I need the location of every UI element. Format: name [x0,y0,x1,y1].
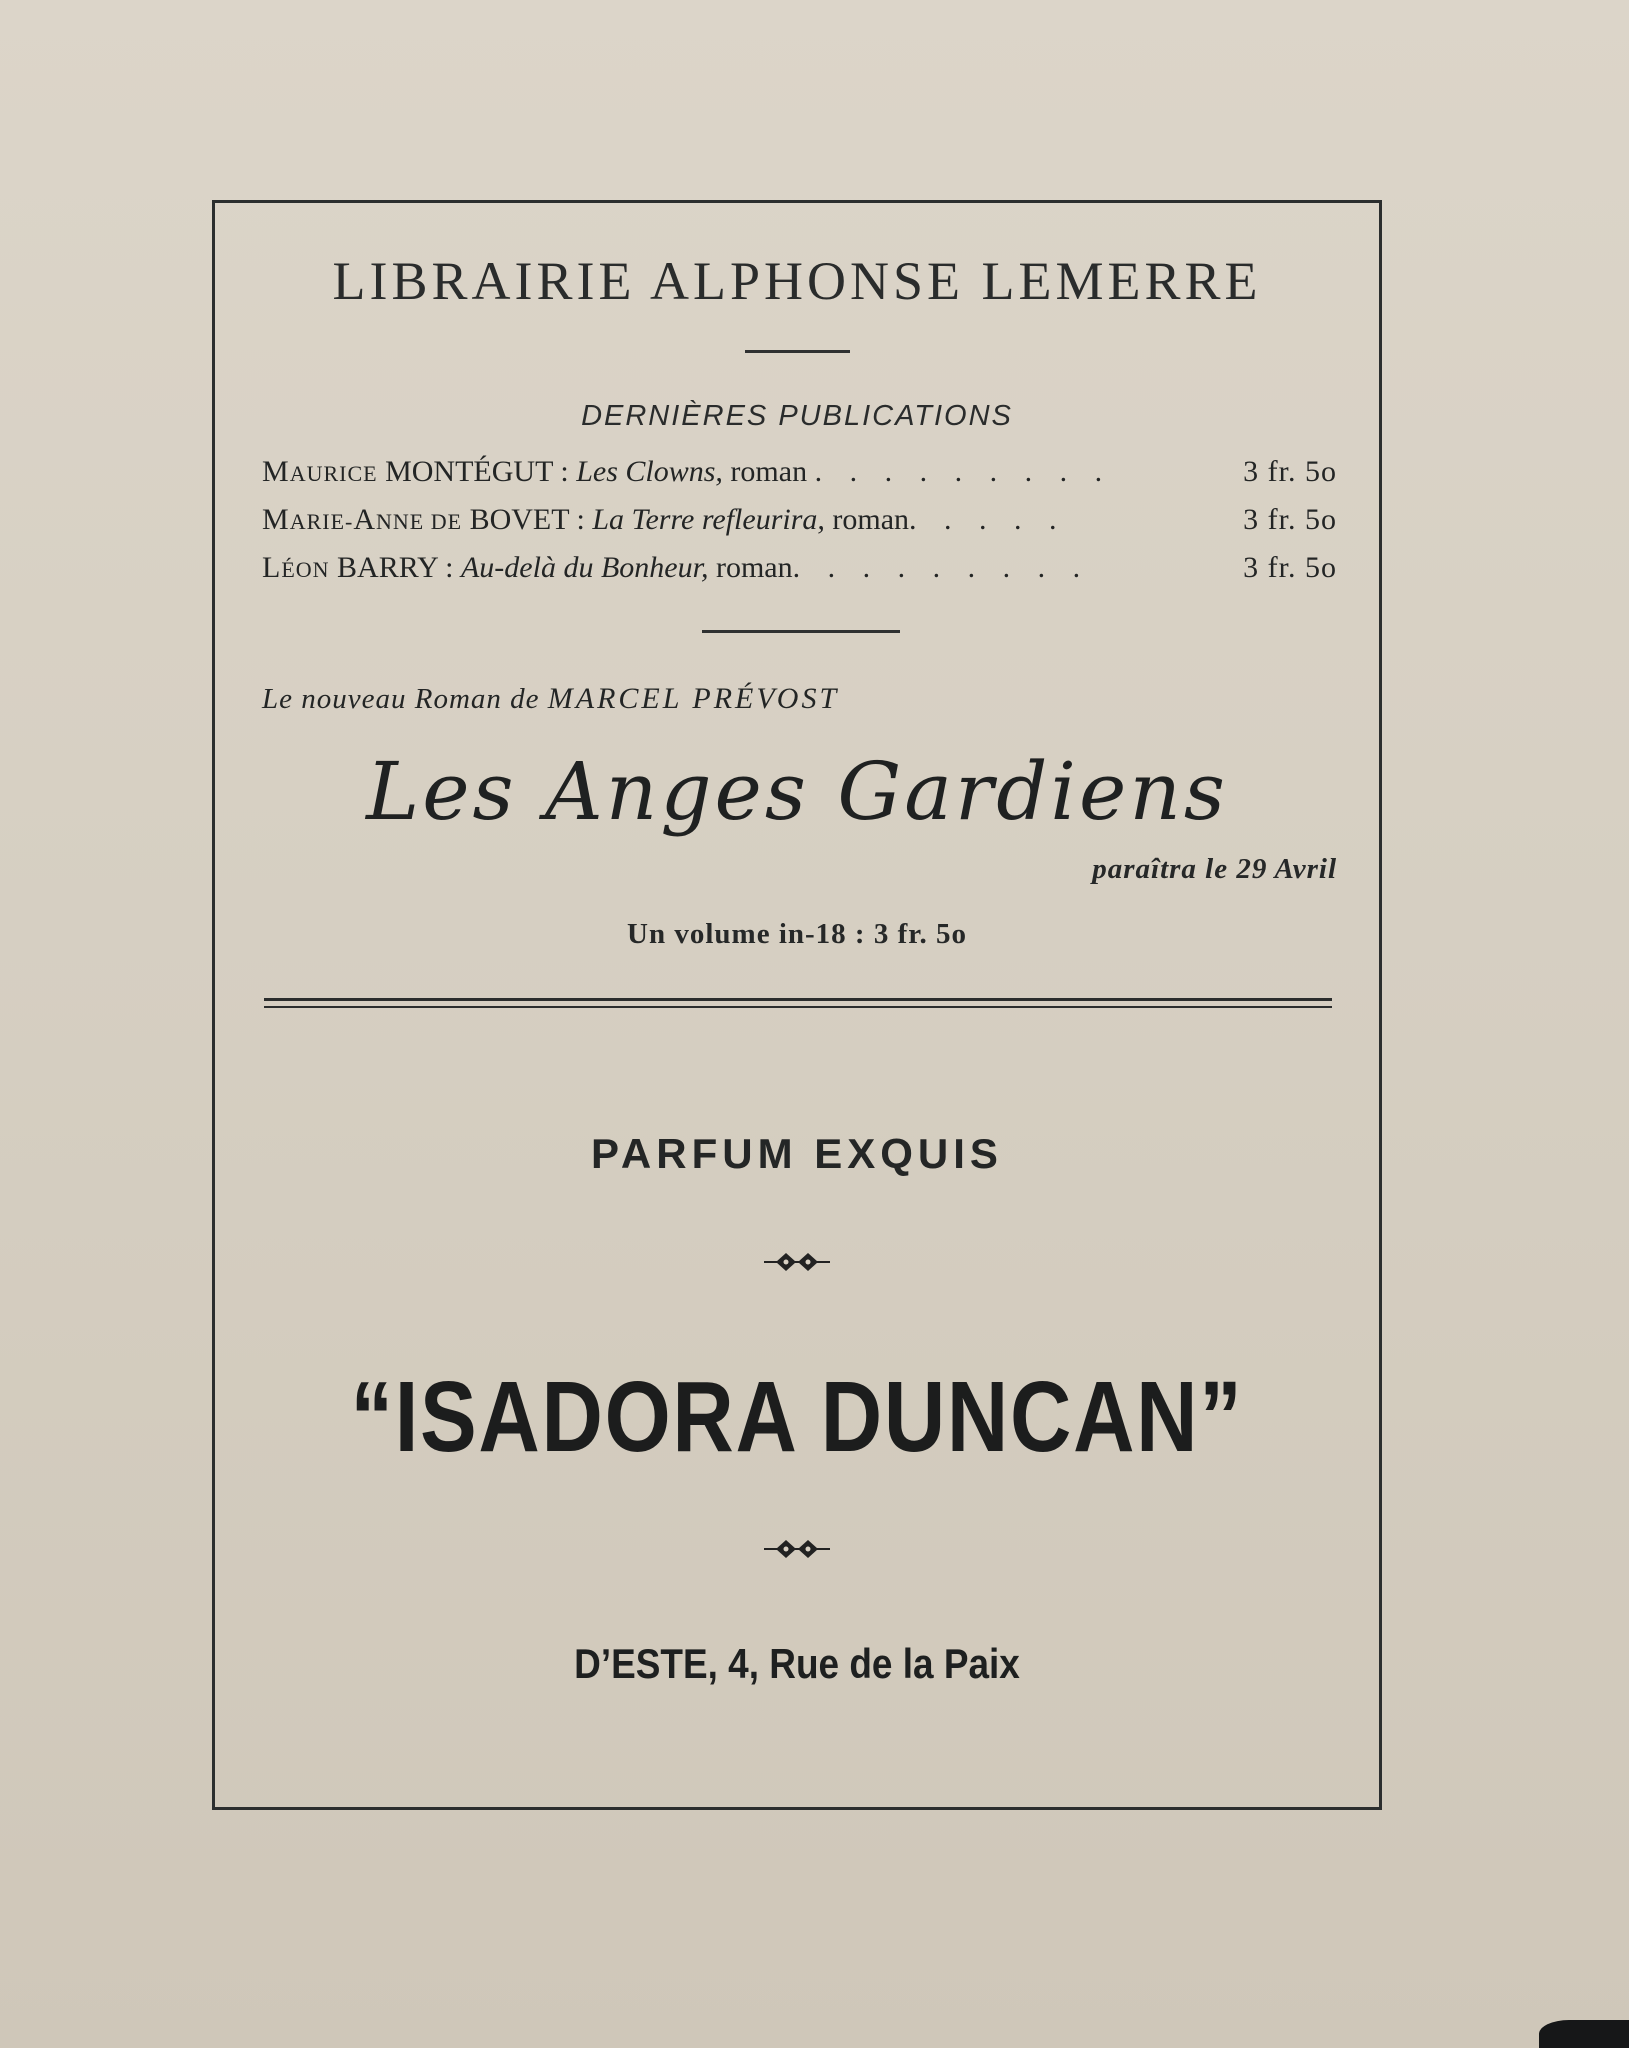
announcement-intro: Le nouveau Roman de MARCEL PRÉVOST [262,682,840,715]
leader-dots: . . . . . . . . . [792,551,1091,584]
publication-row [262,551,1337,595]
book-price: 3 fr. 5o [1243,503,1337,536]
author-surname: MONTÉGUT [385,455,553,488]
publication-row [262,455,1337,499]
double-divider [264,998,1332,1008]
perfume-brand: “ISADORA DUNCAN” [350,1361,1244,1473]
fleuron-icon [762,1248,832,1276]
publication-entry: MARIE-ANNE DE BOVET : La Terre refleurira, roman. . . . . [262,503,1067,536]
volume-price: Un volume in-18 : 3 fr. 5o [627,918,967,950]
featured-book-title: Les Anges Gardiens [366,745,1228,838]
book-price: 3 fr. 5o [1243,455,1337,488]
perfume-address: D’ESTE, 4, Rue de la Paix [574,1640,1020,1687]
fleuron-icon [762,1535,832,1563]
book-genre: roman [715,551,793,584]
book-title: La Terre refleurira, [592,503,825,536]
announcement-author: MARCEL PRÉVOST [547,682,840,715]
publication-row [262,503,1337,547]
book-title: Les Clowns, [576,455,723,488]
section-heading: DERNIÈRES PUBLICATIONS [581,400,1013,432]
short-divider-top [745,350,850,353]
page-corner-shadow [1539,2020,1629,2048]
perfume-heading: PARFUM EXQUIS [591,1130,1003,1177]
book-price: 3 fr. 5o [1243,551,1337,584]
leader-dots: . . . . . [909,503,1067,536]
book-genre: roman [832,503,910,536]
ornament-bottom [212,1535,1382,1568]
release-date: paraîtra le 29 Avril [1092,853,1337,885]
publication-entry: LÉON BARRY : Au-delà du Bonheur, roman. . . . . . . . . [262,551,1091,584]
ornament-top [212,1248,1382,1281]
author-surname: BOVET [469,503,570,536]
book-genre: roman [730,455,808,488]
publication-entry: MAURICE MONTÉGUT : Les Clowns, roman . . . . . . . . . [262,455,1113,488]
book-title: Au-delà du Bonheur, [460,551,709,584]
publisher-name: LIBRAIRIE ALPHONSE LEMERRE [332,251,1262,311]
short-divider-middle [702,630,900,633]
leader-dots: . . . . . . . . . [814,455,1113,488]
author-surname: BARRY [337,551,438,584]
